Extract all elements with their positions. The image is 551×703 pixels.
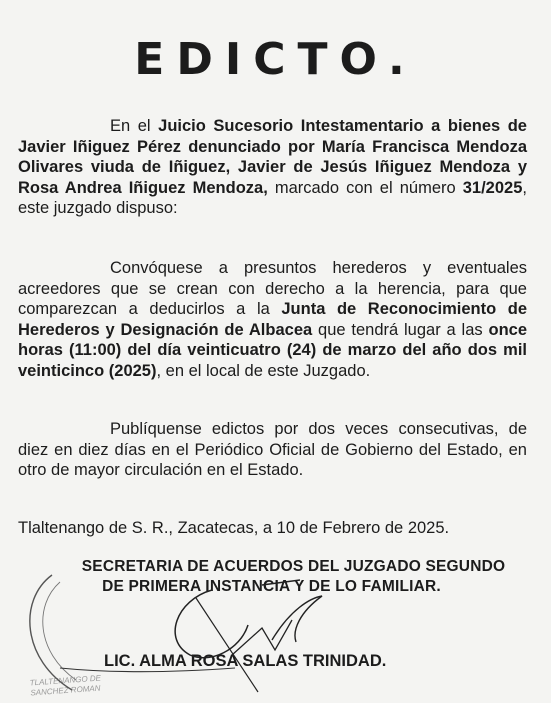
p2-bold-1: Junta de Reconocimiento de Herederos y Designación de Albacea [18, 300, 527, 339]
p1-bold-2: 31/2025 [462, 178, 523, 197]
signature-stroke-3 [232, 620, 292, 655]
p2-bold-2: once horas (11:00) del día veinticuatro (24) de marzo del año dos mil veinticinco (2025) [18, 320, 528, 380]
place-date: Tlaltenango de S. R., Zacatecas, a 10 de Febrero de 2025. [18, 519, 450, 537]
paragraph-1 [18, 116, 527, 219]
document-title: EDICTO. [134, 34, 417, 85]
signature-slash [196, 598, 258, 692]
stamp-text [29, 674, 102, 699]
secretaria-line-2: DE PRIMERA INSTANCIA Y DE LO FAMILIAR. [102, 578, 441, 595]
p3-text: Publíquense edictos por dos veces consecutivas, de diez en diez días en el Periódico Oficial de Gobierno del Estado, en otro de mayor circulación en el Estado. [18, 420, 527, 479]
p2-text-3: , en el local de este Juzgado. [156, 361, 371, 380]
p2-text-2: que tendrá lugar a las [312, 320, 489, 339]
seal-arc-inner [43, 582, 76, 680]
paragraph-2 [18, 258, 527, 381]
p1-bold-1: Juicio Sucesorio Intestamentario a bienes de Javier Iñiguez Pérez denunciado por María Francisca Mendoza Olivares viuda de Iñiguez, Javier de Jesús Iñiguez Mendoza y Rosa Andrea Iñiguez Mendoza, [18, 117, 527, 197]
p2-text-1: Convóquese a presuntos herederos y eventuales acreedores que se crean con derecho a la herencia, para que comparezcan a deducirlos a la [18, 259, 527, 318]
stamp-line-1: TLALTENANGO DE [29, 673, 102, 688]
p1-text-3: , este juzgado dispuso: [18, 178, 527, 217]
signer-name: LIC. ALMA ROSA SALAS TRINIDAD. [104, 652, 387, 670]
stamp-line-2: SANCHEZ ROMAN [30, 683, 101, 698]
p1-text-1: En el [110, 117, 159, 135]
signature-stroke-1 [175, 590, 248, 658]
paragraph-3 [18, 419, 527, 481]
secretaria-line-1: SECRETARIA DE ACUERDOS DEL JUZGADO SEGUNDO [81, 558, 506, 575]
p1-text-2: marcado con el número [267, 178, 463, 197]
